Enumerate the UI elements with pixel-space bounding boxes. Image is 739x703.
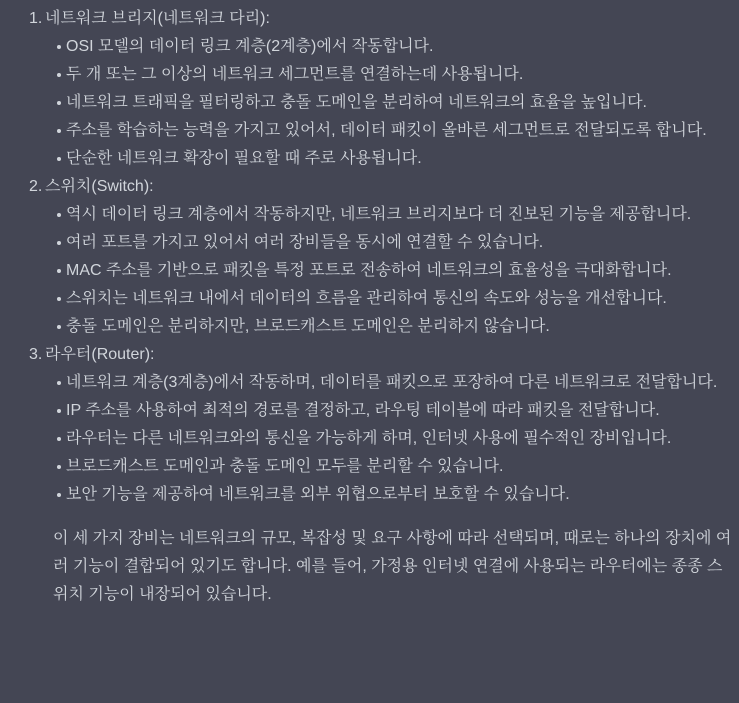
list-item-title: 라우터(Router): [45, 346, 155, 363]
bullet-text: 두 개 또는 그 이상의 네트워크 세그먼트를 연결하는데 사용됩니다. [66, 66, 524, 83]
bullet-item [0, 313, 739, 341]
bullet-text: MAC 주소를 기반으로 패킷을 특정 포트로 전송하여 네트워크의 효율성을 극대화합니다. [66, 262, 672, 279]
list-item-title: 스위치(Switch): [45, 178, 154, 195]
bullet-icon [57, 493, 61, 497]
list-item-heading [0, 173, 739, 201]
bullet-text: OSI 모델의 데이터 링크 계층(2계층)에서 작동합니다. [66, 38, 434, 55]
bullet-item [0, 229, 739, 257]
bullet-text: IP 주소를 사용하여 최적의 경로를 결정하고, 라우팅 테이블에 따라 패킷을 전달합니다. [66, 402, 660, 419]
list-item-switch [0, 173, 739, 341]
bullet-item [0, 33, 739, 61]
bullet-text: 여러 포트를 가지고 있어서 여러 장비들을 동시에 연결할 수 있습니다. [66, 234, 544, 251]
bullet-text: 역시 데이터 링크 계층에서 작동하지만, 네트워크 브리지보다 더 진보된 기능을 제공합니다. [66, 206, 692, 223]
bullet-list [0, 369, 739, 509]
list-item-heading [0, 5, 739, 33]
bullet-icon [57, 381, 61, 385]
list-item-router [0, 341, 739, 509]
bullet-icon [57, 101, 61, 105]
bullet-text: 라우터는 다른 네트워크와의 통신을 가능하게 하며, 인터넷 사용에 필수적인 장비입니다. [66, 430, 672, 447]
bullet-text: 주소를 학습하는 능력을 가지고 있어서, 데이터 패킷이 올바른 세그먼트로 전달되도록 합니다. [66, 122, 707, 139]
bullet-text: 보안 기능을 제공하여 네트워크를 외부 위협으로부터 보호할 수 있습니다. [66, 486, 570, 503]
bullet-item [0, 285, 739, 313]
bullet-text: 브로드캐스트 도메인과 충돌 도메인 모두를 분리할 수 있습니다. [66, 458, 504, 475]
bullet-icon [57, 269, 61, 273]
bullet-text: 스위치는 네트워크 내에서 데이터의 흐름을 관리하여 통신의 속도와 성능을 개선합니다. [66, 290, 667, 307]
bullet-icon [57, 465, 61, 469]
bullet-list [0, 33, 739, 173]
bullet-icon [57, 241, 61, 245]
bullet-text: 단순한 네트워크 확장이 필요할 때 주로 사용됩니다. [66, 150, 422, 167]
bullet-icon [57, 437, 61, 441]
list-item-number: 1. [29, 10, 43, 27]
bullet-icon [57, 409, 61, 413]
bullet-item [0, 117, 739, 145]
bullet-icon [57, 213, 61, 217]
bullet-icon [57, 157, 61, 161]
bullet-text: 네트워크 계층(3계층)에서 작동하며, 데이터를 패킷으로 포장하여 다른 네트워크로 전달합니다. [66, 374, 718, 391]
closing-paragraph: 이 세 가지 장비는 네트워크의 규모, 복잡성 및 요구 사항에 따라 선택되며, 때로는 하나의 장치에 여러 기능이 결합되어 있기도 합니다. 예를 들어, 가정용 인터넷 연결에 사용되는 라우터에는 종종 스위치 기능이 내장되어 있습니다. [53, 530, 732, 603]
bullet-item [0, 481, 739, 509]
bullet-icon [57, 73, 61, 77]
bullet-item [0, 453, 739, 481]
bullet-item [0, 89, 739, 117]
bullet-icon [57, 45, 61, 49]
bullet-item [0, 201, 739, 229]
bullet-icon [57, 129, 61, 133]
list-item-number: 3. [29, 346, 43, 363]
bullet-item [0, 257, 739, 285]
bullet-item [0, 369, 739, 397]
bullet-item [0, 397, 739, 425]
device-list [0, 5, 739, 509]
bullet-text: 충돌 도메인은 분리하지만, 브로드캐스트 도메인은 분리하지 않습니다. [66, 318, 550, 335]
bullet-item [0, 61, 739, 89]
bullet-item [0, 145, 739, 173]
list-item-heading [0, 341, 739, 369]
bullet-item [0, 425, 739, 453]
list-item-title: 네트워크 브리지(네트워크 다리): [45, 10, 270, 27]
bullet-icon [57, 325, 61, 329]
list-item-number: 2. [29, 178, 43, 195]
list-item-bridge [0, 5, 739, 173]
bullet-text: 네트워크 트래픽을 필터링하고 충돌 도메인을 분리하여 네트워크의 효율을 높입니다. [66, 94, 647, 111]
bullet-icon [57, 297, 61, 301]
bullet-list [0, 201, 739, 341]
